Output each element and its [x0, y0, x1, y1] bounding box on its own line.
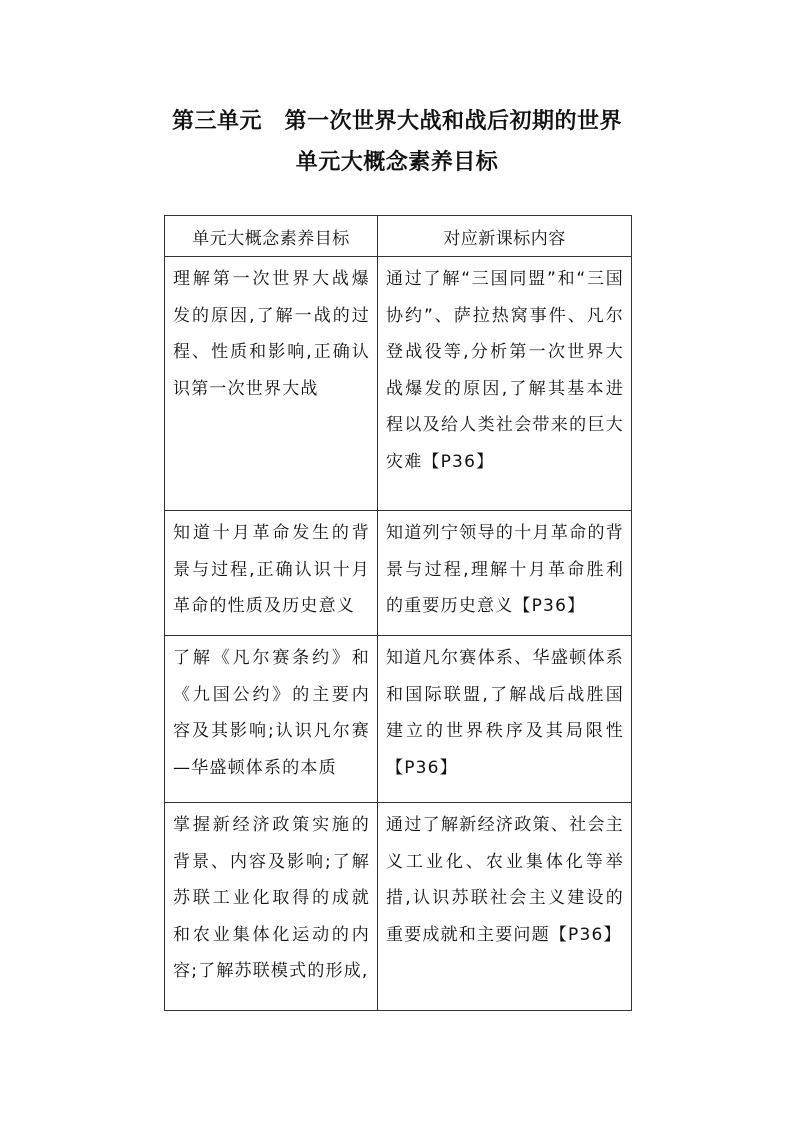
header-goal: 单元大概念素养目标: [165, 216, 378, 257]
goal-cell: 掌握新经济政策实施的背景、内容及影响;了解苏联工业化取得的成就和农业集体化运动的内容;了解苏联模式的形成,: [165, 803, 378, 1011]
goals-table: [164, 215, 632, 1011]
content-cell: 通过了解“三国同盟”和“三国协约”、萨拉热窝事件、凡尔登战役等,分析第一次世界大战爆发的原因,了解其基本进程以及给人类社会带来的巨大灾难【P36】: [378, 257, 632, 511]
table-row: [165, 636, 632, 803]
table-row: [165, 257, 632, 511]
table-row: [165, 511, 632, 636]
page-title: 第三单元 第一次世界大战和战后初期的世界: [171, 109, 622, 134]
header-content: 对应新课标内容: [378, 216, 632, 257]
page-subtitle: 单元大概念素养目标: [295, 150, 499, 175]
goal-cell: 知道十月革命发生的背景与过程,正确认识十月革命的性质及历史意义: [165, 511, 378, 636]
goal-cell: 了解《凡尔赛条约》和《九国公约》的主要内容及其影响;认识凡尔赛—华盛顿体系的本质: [165, 636, 378, 803]
goal-cell: 理解第一次世界大战爆发的原因,了解一战的过程、性质和影响,正确认识第一次世界大战: [165, 257, 378, 511]
content-cell: 知道凡尔赛体系、华盛顿体系和国际联盟,了解战后战胜国建立的世界秩序及其局限性【P36】: [378, 636, 632, 803]
table-row: [165, 803, 632, 1011]
table-header-row: [165, 216, 632, 257]
content-cell: 通过了解新经济政策、社会主义工业化、农业集体化等举措,认识苏联社会主义建设的重要成就和主要问题【P36】: [378, 803, 632, 1011]
content-cell: 知道列宁领导的十月革命的背景与过程,理解十月革命胜利的重要历史意义【P36】: [378, 511, 632, 636]
